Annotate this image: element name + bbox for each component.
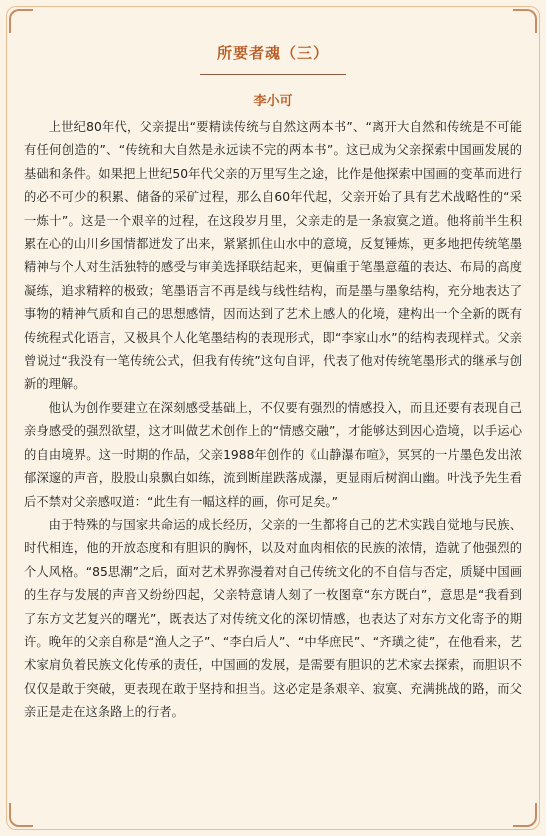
- title-divider: [200, 74, 346, 75]
- article-body: [24, 116, 522, 725]
- frame-corner-top-left: [9, 9, 33, 33]
- paragraph-3: 由于特殊的与国家共命运的成长经历，父亲的一生都将自己的艺术实践自觉地与民族、时代相连，他的开放态度和有胆识的胸怀，以及对血肉相依的民族的浓情，造就了他强烈的个人风格。“85思潮”之后，面对艺术界弥漫着对自己传统文化的不自信与否定，质疑中国画的生存与发展的声音又纷纷四起，父亲特意请人刻了一枚图章“东方既白”，意思是“我看到了东方文艺复兴的曙光”，既表达了对传统文化的深切情感，也表达了对东方文化寄予的期许。晚年的父亲自称是“渔人之子”、“李白后人”、“中华庶民”、“齐璜之徒”，在他看来，艺术家肩负着民族文化传承的责任，中国画的发展，是需要有胆识的艺术家去探索，而胆识不仅仅是敢于突破，更表现在敢于坚持和担当。这必定是条艰辛、寂寞、充满挑战的路，而父亲正是走在这条路上的行者。: [24, 517, 522, 720]
- paragraph-1: 上世纪80年代，父亲提出“要精读传统与自然这两本书”、“离开大自然和传统是不可能有任何创造的”、“传统和大自然是永远读不完的两本书”。这已成为父亲探索中国画发展的基础和条件。如果把上世纪50年代父亲的万里写生之途，比作是他探索中国画的变革而进行的必不可少的积累、储备的采矿过程，那么自60年代起，父亲开始了具有艺术战略性的“采一炼十”。这是一个艰辛的过程，在这段岁月里，父亲走的是一条寂寞之道。他将前半生积累在心的山川乡国情都迸发了出来，紧紧抓住山水中的意境，反复锤炼，更多地把传统笔墨精神与个人对生活独特的感受与审美选择联结起来，更偏重于笔墨意蕴的表达、布局的高度凝练，追求精粹的极致；笔墨语言不再是线与线性结构，而是墨与墨象结构，充分地表达了事物的精神气质和自己的思想感情，因而达到了艺术上感人的化境，建构出一个全新的既有传统程式化语言，又极具个人化笔墨结构的表现形式，即“李家山水”的结构表现样式。父亲曾说过“我没有一笔传统公式，但我有传统”这句自评，代表了他对传统笔墨形式的继承与创新的理解。: [24, 120, 522, 392]
- frame-corner-bottom-right: [513, 803, 537, 827]
- frame-corner-bottom-left: [9, 803, 33, 827]
- paragraph-2: 他认为创作要建立在深刻感受基础上，不仅要有强烈的情感投入，而且还要有表现自己亲身感受的强烈欲望，这才叫做艺术创作上的“情感交融”，才能够达到因心造境，以手运心的自由境界。这一时期的作品，父亲1988年创作的《山静瀑布喧》，冥冥的一片墨色发出浓郁深邃的声音，股股山泉飘白如练，流到断崖跌落成瀑，更显雨后树润山幽。叶浅予先生看后不禁对父亲感叹道：“此生有一幅这样的画，你可足矣。”: [24, 400, 522, 509]
- frame-corner-top-right: [513, 9, 537, 33]
- article-title: 所要者魂（三）: [216, 44, 329, 62]
- article-author: 李小可: [253, 94, 293, 109]
